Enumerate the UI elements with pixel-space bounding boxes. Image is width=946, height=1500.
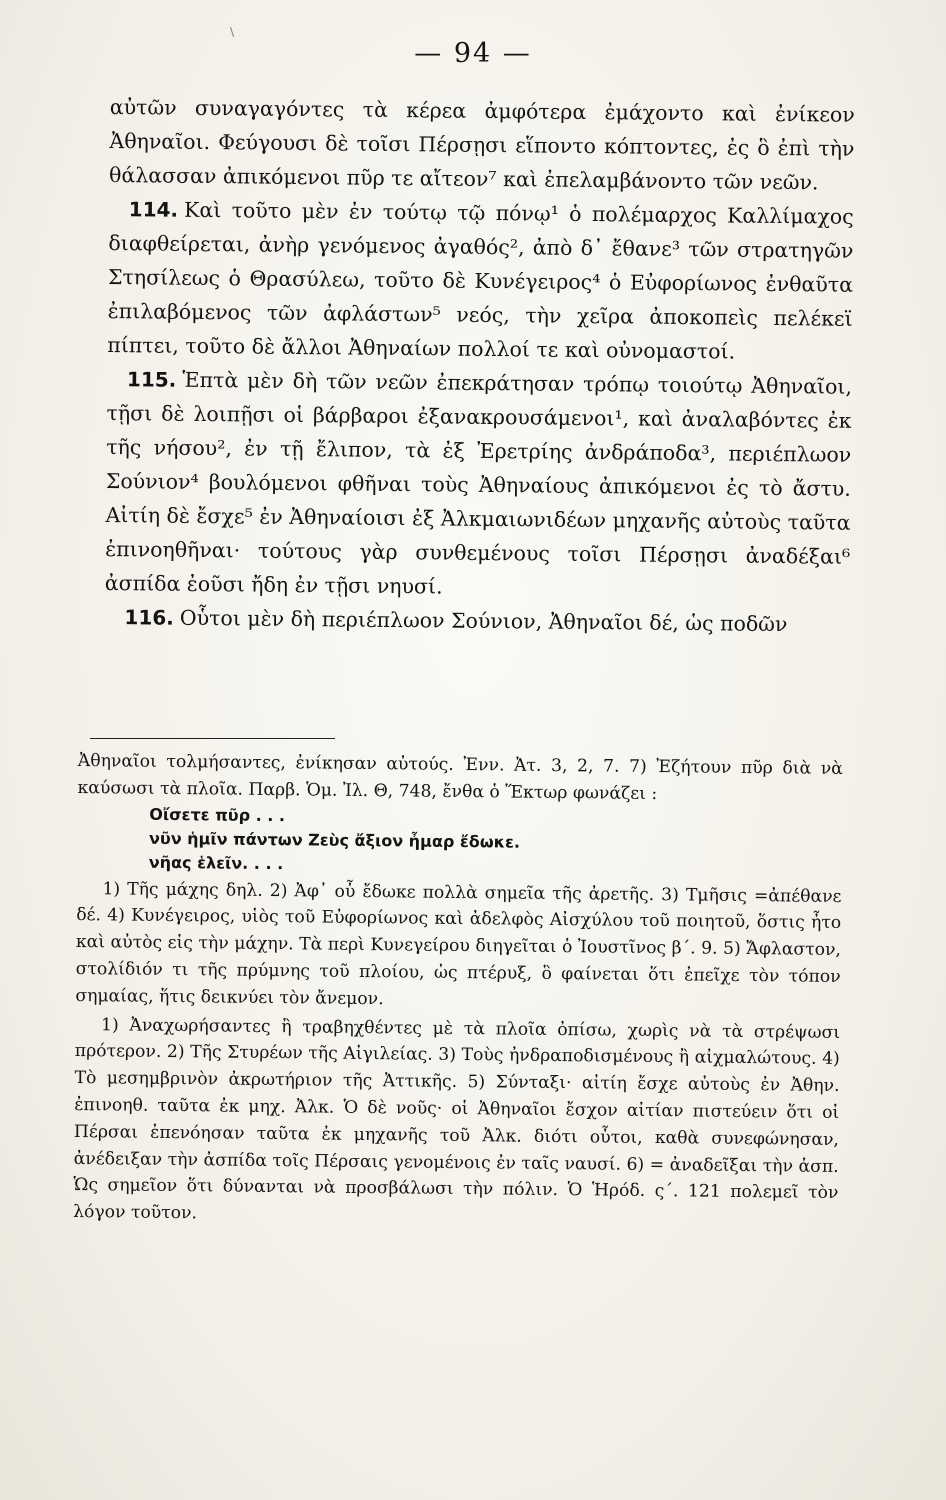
section-text: Οὗτοι μὲν δὴ περιέπλωον Σούνιον, Ἀθηναῖοι δέ, ὡς ποδῶν [179, 605, 788, 637]
footnote-continuation: Ἀθηναῖοι τολμήσαντες, ἐνίκησαν αὐτούς. Ἐνν. Ἀτ. 3, 2, 7. 7) Ἐζήτουν πῦρ διὰ νὰ καύσωσι τὰ πλοῖα. Παρβ. Ὁμ. Ἰλ. Θ, 748, ἔνθα ὁ Ἕκτωρ φωνάζει : [77, 750, 843, 804]
paragraph-continuation: αὐτῶν συναγαγόντες τὰ κέρεα ἀμφότερα ἐμάχοντο καὶ ἐνίκεον Ἀθηναῖοι. Φεύγουσι δὲ τοῖσι Πέρσῃσι εἵποντο κόπτοντες, ἐς ὃ ἐπὶ τὴν θάλασσαν ἀπικόμενοι πῦρ τε αἴτεον⁷ καὶ ἐπελαμβάνοντο τῶν νεῶν. [108, 94, 855, 195]
footnotes [73, 748, 843, 1234]
section-text: Ἑπτὰ μὲν δὴ τῶν νεῶν ἐπεκράτησαν τρόπῳ τοιούτῳ Ἀθηναῖοι, τῇσι δὲ λοιπῇσι οἱ βάρβαροι ἐξανακρουσάμενοι¹, καὶ ἀναλαβόντες ἐκ τῆς νήσου², ἐν τῇ ἔλιπον, τὰ ἐξ Ἐρετρίης ἀνδράποδα³, περιέπλωον Σούνιον⁴ βουλόμενοι φθῆναι τοὺς Ἀθηναίους ἀπικόμενοι ἐς τὸ ἄστυ. Αἰτίη δὲ ἔσχε⁵ ἐν Ἀθηναίοισι ἐξ Ἀλκμαιωνιδέων μηχανῆς αὐτοὺς ταῦτα ἐπινοηθῆναι· τούτους γὰρ συνθεμένους τοῖσι Πέρσῃσι ἀναδέξαι⁶ ἀσπίδα ἐοῦσι ἤδη ἐν τῇσι νηυσί. [104, 367, 853, 599]
footnotes-115: 1) Ἀναχωρήσαντες ἢ τραβηχθέντες μὲ τὰ πλοῖα ὀπίσω, χωρὶς νὰ τὰ στρέψωσι πρότερον. 2) Τῆς Στυρέων τῆς Αἰγιλείας. 3) Τοὺς ἠνδραποδισμένους ἢ αἰχμαλώτους. 4) Τὸ μεσημβρινὸν ἀκρωτήριον τῆς Ἀττικῆς. 5) Σύνταξι· αἰτίη ἔσχε αὐτοὺς ἐν Ἀθην. ἐπινοηθ. ταῦτα ἐκ μηχ. Ἀλκ. Ὁ δὲ νοῦς· οἱ Ἀθηναῖοι ἔσχον αἰτίαν πιστεύειν ὅτι οἱ Πέρσαι ἐπενόησαν ταῦτα ἐκ μηχανῆς τοῦ Ἀλκ. διότι οὗτοι, καθὰ συνεφώνησαν, ἀνέδειξαν τὴν ἀσπίδα τοῖς Πέρσαις γενομένοις ἐν ταῖς ναυσί. 6) = ἀναδεῖξαι τὴν ἀσπ. Ὡς σημεῖον ὅτι δύνανται νὰ προσβάλωσι τὴν πόλιν. Ὁ Ἡρόδ. ς´. 121 πολεμεῖ τὸν λόγον τοῦτον. [73, 1014, 841, 1224]
section-number: 116. [124, 605, 174, 630]
section-number: 114. [128, 197, 179, 222]
margin-mark: \ [230, 25, 235, 39]
page-number: — 94 — [414, 38, 532, 69]
footnote-divider [90, 738, 335, 739]
homer-quote-line: Οἴσετε πῦρ . . . [149, 804, 286, 825]
main-text [104, 90, 855, 642]
section-115 [105, 362, 852, 608]
section-text: Καὶ τοῦτο μὲν ἐν τούτῳ τῷ πόνῳ¹ ὁ πολέμαρχος Καλλίμαχος διαφθείρεται, ἀνὴρ γενόμενος ἀγαθός², ἀπὸ δ᾽ ἔθανε³ τῶν στρατηγῶν Στησίλεως ὁ Θρασύλεω, τοῦτο δὲ Κυνέγειρος⁴ ὁ Εὐφορίωνος ἐνθαῦτα ἐπιλαβόμενος τῶν ἀφλάστων⁵ νεός, τὴν χεῖρα ἀποκοπεὶς πελέκεϊ πίπτει, τοῦτο δὲ ἄλλοι Ἀθηναίων πολλοί τε καὶ οὐνομαστοί. [107, 197, 854, 364]
homer-quote-line: νῆας ἑλεῖν. . . . [148, 852, 284, 873]
homer-quote-line: νῦν ἡμῖν πάντων Ζεὺς ἄξιον ἦμαρ ἔδωκε. [148, 828, 521, 852]
section-114 [107, 192, 854, 370]
section-number: 115. [126, 367, 177, 392]
section-116 [104, 600, 849, 642]
footnotes-114: 1) Τῆς μάχης δηλ. 2) Ἀφ᾽ οὗ ἔδωκε πολλὰ σημεῖα τῆς ἀρετῆς. 3) Τμῆσις =ἀπέθανε δέ. 4) Κυνέγειρος, υἱὸς τοῦ Εὐφορίωνος καὶ ἀδελφὸς Αἰσχύλου τοῦ ποιητοῦ, ὅστις ἦτο καὶ αὐτὸς εἰς τὴν μάχην. Τὰ περὶ Κυνεγείρου διηγεῖται ὁ Ἰουστῖνος β´. 9. 5) Ἄφλαστον, στολίδιόν τι τῆς πρύμνης τοῦ πλοίου, ὡς πτέρυξ, ὃ φαίνεται ὅτι ἐπεῖχε τὸν τόπον σημαίας, ἥτις δεικνύει τὸν ἄνεμον. [75, 878, 842, 1009]
